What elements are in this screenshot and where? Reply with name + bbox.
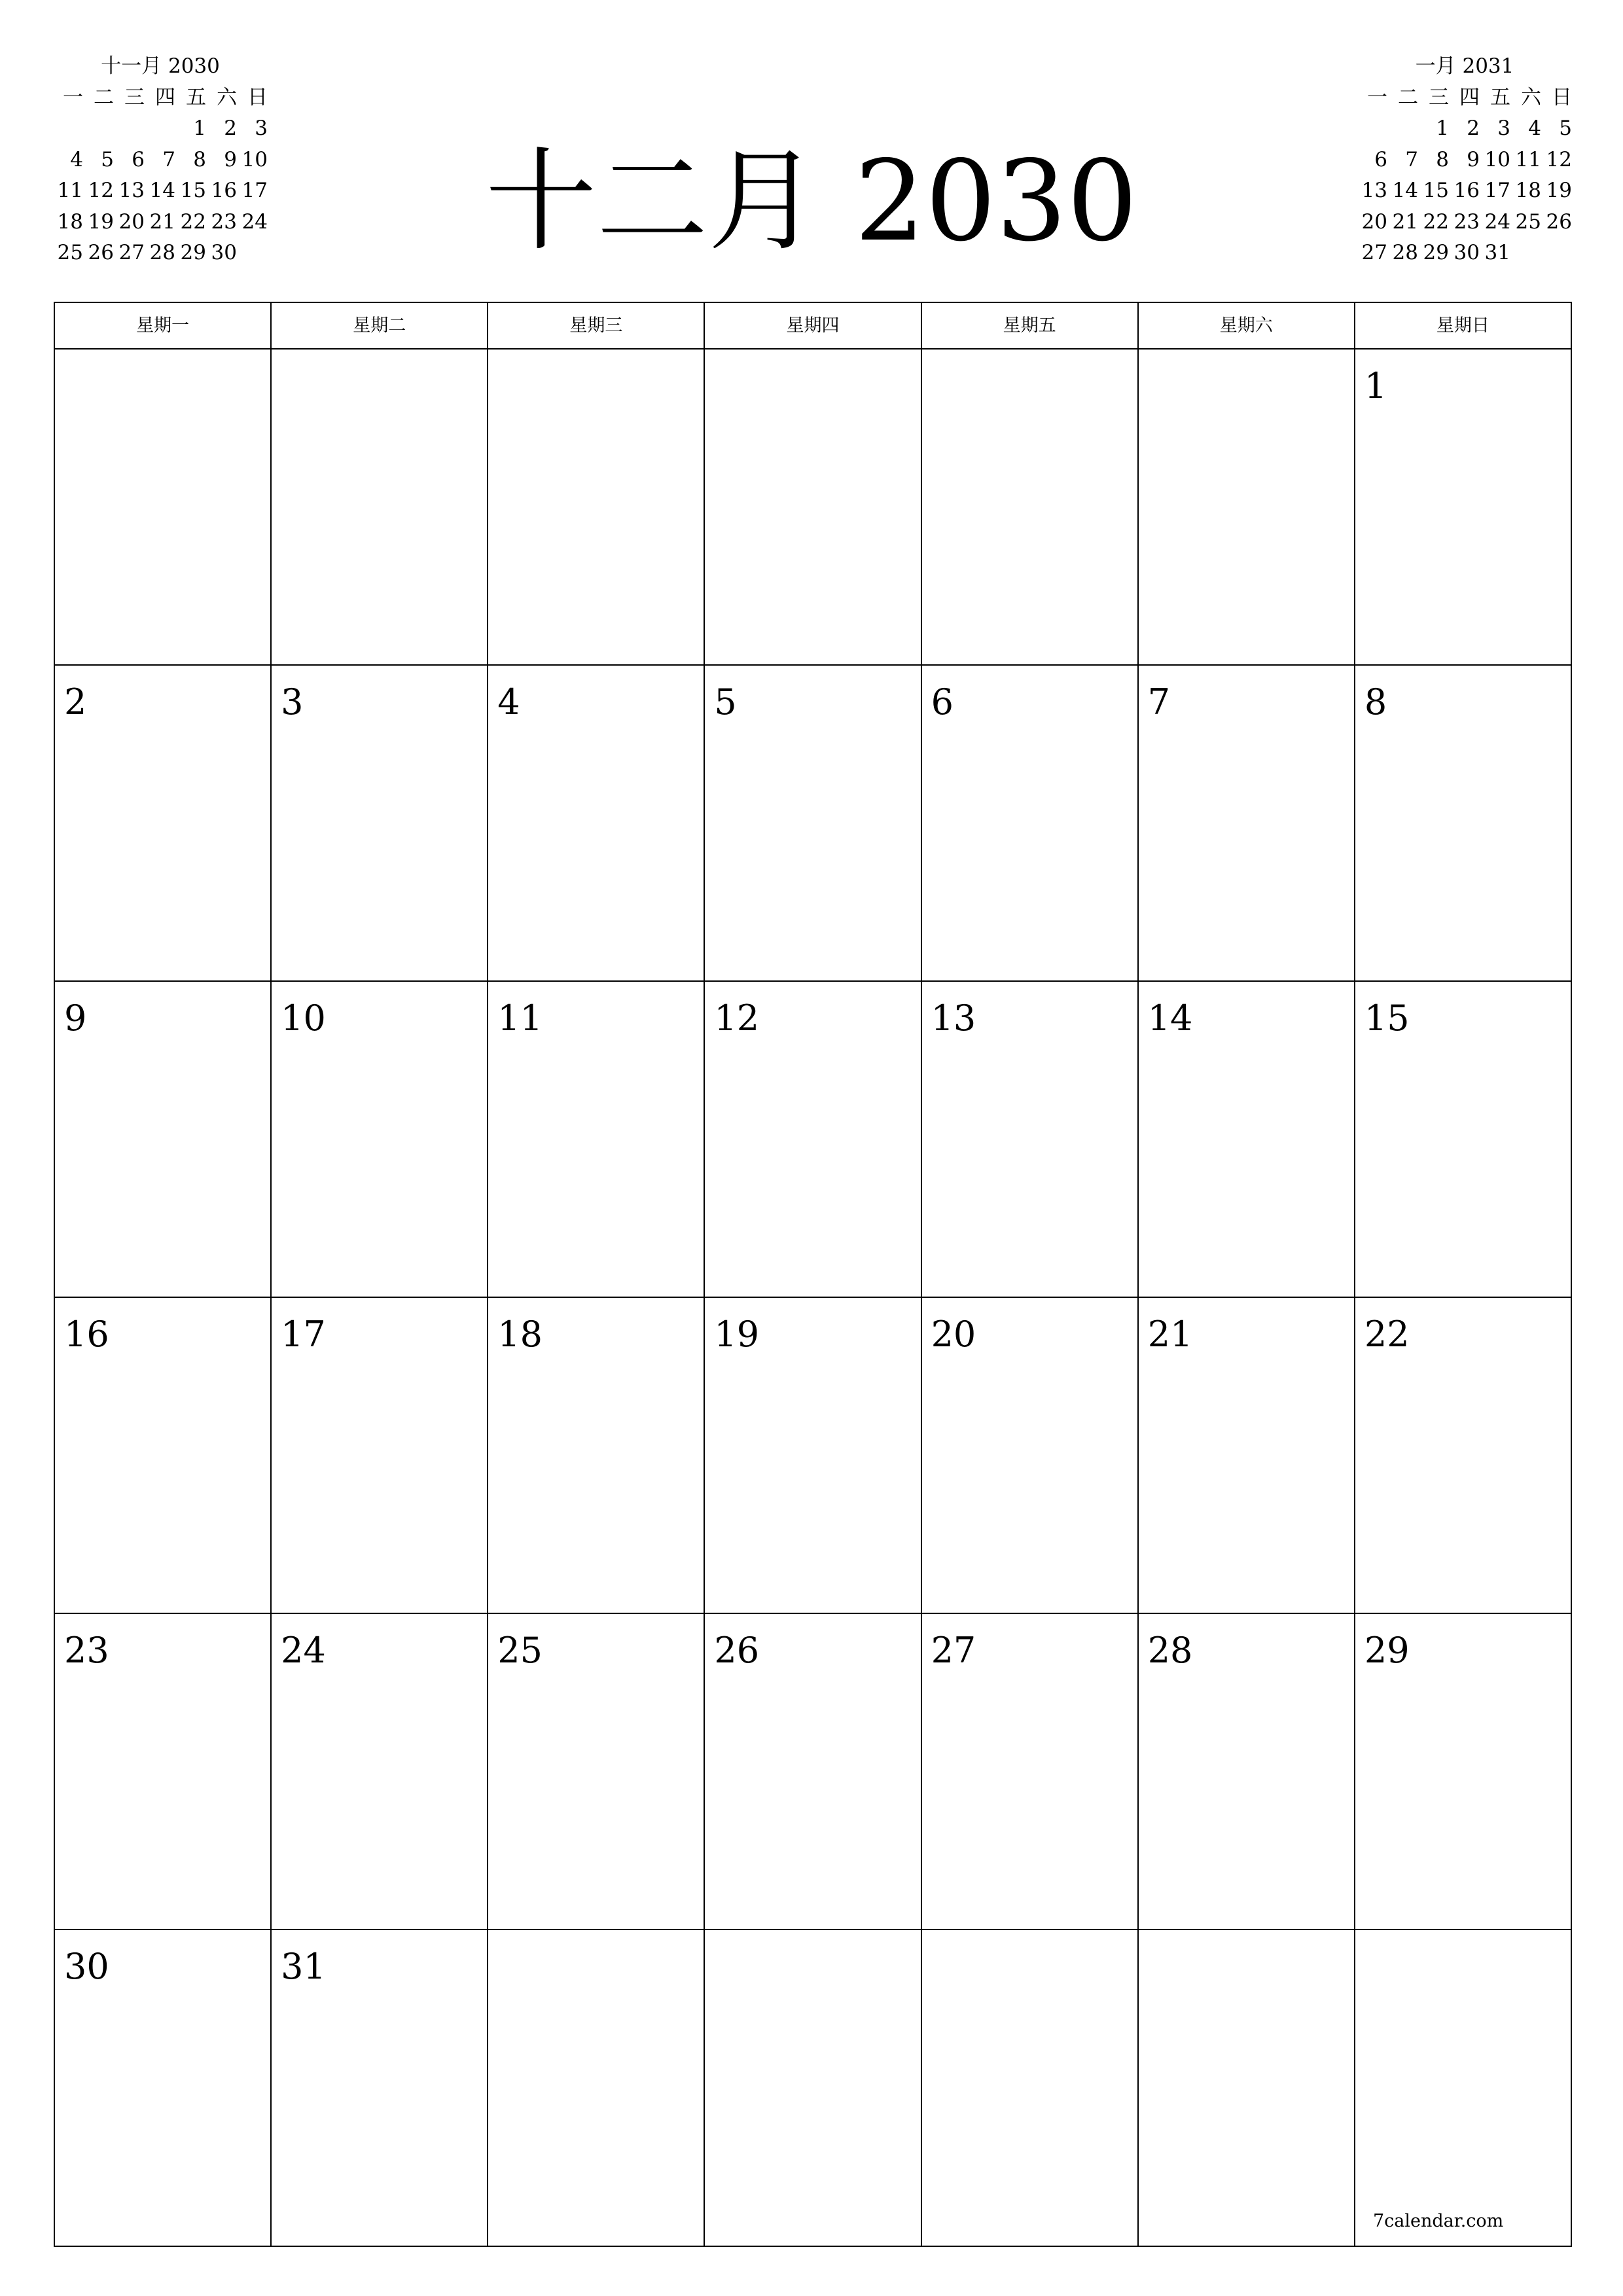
mini-day <box>237 238 268 269</box>
day-number: 30 <box>64 1946 109 1987</box>
day-cell <box>1139 350 1355 664</box>
mini-week-row <box>52 113 268 145</box>
mini-day: 13 <box>1361 179 1387 202</box>
mini-day: 21 <box>149 209 175 234</box>
day-cell <box>1139 982 1355 1297</box>
weekday-header: 星期五 <box>922 303 1139 348</box>
mini-day <box>52 113 83 145</box>
mini-calendar-prev <box>52 51 268 269</box>
day-number: 21 <box>1147 1314 1193 1355</box>
mini-day: 16 <box>211 179 237 202</box>
mini-weekday-label: 二 <box>1398 85 1418 109</box>
mini-day: 16 <box>1454 179 1480 202</box>
mini-day: 6 <box>1374 147 1387 171</box>
day-cell <box>922 1298 1139 1613</box>
mini-day: 26 <box>88 241 114 264</box>
mini-weekday-label: 三 <box>124 85 145 109</box>
mini-day: 27 <box>1361 241 1387 264</box>
mini-day: 10 <box>1484 147 1510 171</box>
mini-weekday-label: 四 <box>1459 85 1480 109</box>
day-number: 5 <box>714 681 737 723</box>
mini-calendar-title: 十一月 2030 <box>101 54 220 78</box>
mini-day: 18 <box>57 209 83 234</box>
week-row <box>55 982 1571 1298</box>
mini-day: 29 <box>180 241 206 264</box>
mini-day: 15 <box>1423 179 1449 202</box>
day-cell <box>488 1298 705 1613</box>
day-cell <box>1139 1298 1355 1613</box>
day-cell <box>272 1930 488 2247</box>
day-cell <box>1355 982 1571 1297</box>
day-cell <box>705 666 921 980</box>
mini-day: 19 <box>88 209 114 234</box>
mini-day: 17 <box>241 179 268 202</box>
day-cell <box>705 1614 921 1929</box>
mini-day: 6 <box>132 147 145 171</box>
weekday-header: 星期四 <box>705 303 921 348</box>
mini-weekday-label: 五 <box>186 85 206 109</box>
day-number: 4 <box>497 681 520 723</box>
day-cell <box>55 982 272 1297</box>
mini-day: 26 <box>1546 209 1572 234</box>
day-cell <box>272 666 488 980</box>
mini-weekday-label: 二 <box>94 85 114 109</box>
weekday-header: 星期六 <box>1139 303 1355 348</box>
mini-day: 7 <box>162 147 175 171</box>
day-number: 6 <box>931 681 954 723</box>
mini-day: 8 <box>193 147 206 171</box>
day-cell <box>1355 666 1571 980</box>
mini-day: 13 <box>118 179 145 202</box>
week-row <box>55 666 1571 982</box>
day-number: 26 <box>714 1630 760 1671</box>
mini-day: 24 <box>241 209 268 234</box>
mini-week-row <box>52 175 268 207</box>
day-number: 17 <box>281 1314 326 1355</box>
day-number: 7 <box>1147 681 1171 723</box>
mini-day: 18 <box>1515 179 1541 202</box>
mini-week-row <box>1357 175 1573 207</box>
day-number: 3 <box>281 681 304 723</box>
day-cell <box>1355 350 1571 664</box>
weekday-header: 星期一 <box>55 303 272 348</box>
week-row <box>55 1930 1571 2247</box>
mini-day <box>83 113 114 145</box>
day-number: 13 <box>931 997 976 1039</box>
mini-day: 5 <box>1559 117 1572 140</box>
footer-credit: 7calendar.com <box>1373 2211 1504 2231</box>
day-cell <box>705 1930 921 2247</box>
mini-week-row <box>1357 145 1573 176</box>
day-number: 20 <box>931 1314 976 1355</box>
mini-day: 20 <box>1361 209 1387 234</box>
mini-weekday-label: 五 <box>1490 85 1510 109</box>
day-number: 22 <box>1364 1314 1410 1355</box>
mini-day: 12 <box>88 179 114 202</box>
day-number: 12 <box>714 997 760 1039</box>
mini-week-row <box>52 207 268 238</box>
mini-day: 17 <box>1484 179 1510 202</box>
mini-day: 11 <box>1515 147 1541 171</box>
mini-week-row <box>1357 207 1573 238</box>
day-number: 11 <box>497 997 543 1039</box>
day-cell <box>705 1298 921 1613</box>
mini-day: 29 <box>1423 241 1449 264</box>
mini-week-row <box>1357 113 1573 145</box>
mini-day: 14 <box>149 179 175 202</box>
mini-day: 24 <box>1484 209 1510 234</box>
mini-day: 12 <box>1546 147 1572 171</box>
day-cell <box>55 1930 272 2247</box>
mini-day: 22 <box>1423 209 1449 234</box>
mini-calendar-title: 一月 2031 <box>1415 54 1514 78</box>
day-number: 18 <box>497 1314 543 1355</box>
weekday-header: 星期二 <box>272 303 488 348</box>
mini-day: 14 <box>1392 179 1418 202</box>
day-cell <box>488 666 705 980</box>
mini-day: 8 <box>1436 147 1449 171</box>
weekday-header: 星期日 <box>1436 315 1489 336</box>
month-grid <box>54 302 1572 2247</box>
mini-day: 2 <box>1467 117 1480 140</box>
mini-day: 25 <box>57 241 83 264</box>
day-cell <box>1355 1930 1571 2247</box>
mini-day: 21 <box>1392 209 1418 234</box>
mini-day: 9 <box>1467 147 1480 171</box>
mini-day <box>145 113 175 145</box>
day-number: 25 <box>497 1630 543 1671</box>
day-number: 24 <box>281 1630 326 1671</box>
page-title: 十二月 2030 <box>485 137 1138 266</box>
day-cell <box>272 350 488 664</box>
mini-day: 30 <box>1454 241 1480 264</box>
mini-day: 22 <box>180 209 206 234</box>
day-number: 27 <box>931 1630 976 1671</box>
mini-day <box>1541 238 1572 269</box>
mini-day <box>1510 238 1541 269</box>
day-number: 31 <box>281 1946 326 1987</box>
day-cell <box>705 350 921 664</box>
mini-day: 25 <box>1515 209 1541 234</box>
day-number: 16 <box>64 1314 109 1355</box>
mini-weekday-label: 六 <box>217 85 237 109</box>
day-cell <box>55 666 272 980</box>
mini-weekday-label: 四 <box>155 85 175 109</box>
mini-day <box>1357 113 1387 145</box>
day-cell <box>1355 1298 1571 1613</box>
day-cell <box>272 982 488 1297</box>
mini-day: 4 <box>70 147 83 171</box>
mini-day: 15 <box>180 179 206 202</box>
weekday-header-row <box>55 303 1571 350</box>
mini-day <box>1387 113 1418 145</box>
mini-day: 30 <box>211 241 237 264</box>
mini-day: 28 <box>1392 241 1418 264</box>
mini-weekday-label: 一 <box>63 85 83 109</box>
mini-day: 20 <box>118 209 145 234</box>
mini-day: 11 <box>57 179 83 202</box>
mini-day: 5 <box>101 147 114 171</box>
day-cell <box>55 350 272 664</box>
mini-day: 3 <box>255 117 268 140</box>
day-cell <box>1139 1614 1355 1929</box>
mini-weekday-row <box>1357 82 1573 114</box>
day-cell <box>55 1614 272 1929</box>
day-number: 14 <box>1147 997 1193 1039</box>
mini-weekday-label: 日 <box>247 85 268 109</box>
day-number: 8 <box>1364 681 1387 723</box>
mini-day <box>114 113 145 145</box>
mini-day: 9 <box>224 147 237 171</box>
day-cell <box>488 1614 705 1929</box>
day-number: 10 <box>281 997 326 1039</box>
mini-day: 19 <box>1546 179 1572 202</box>
day-cell <box>272 1298 488 1613</box>
mini-week-row <box>52 238 268 269</box>
day-cell <box>55 1298 272 1613</box>
day-number: 2 <box>64 681 87 723</box>
day-number: 1 <box>1364 365 1387 406</box>
mini-day: 28 <box>149 241 175 264</box>
weekday-header: 星期三 <box>488 303 705 348</box>
mini-weekday-label: 一 <box>1367 85 1387 109</box>
day-cell <box>922 982 1139 1297</box>
mini-day: 3 <box>1497 117 1510 140</box>
mini-day: 31 <box>1484 241 1510 264</box>
day-cell <box>922 350 1139 664</box>
day-cell <box>488 350 705 664</box>
mini-day: 2 <box>224 117 237 140</box>
day-cell <box>922 1614 1139 1929</box>
mini-day: 23 <box>211 209 237 234</box>
mini-weekday-label: 六 <box>1521 85 1541 109</box>
day-number: 15 <box>1364 997 1410 1039</box>
mini-weekday-row <box>52 82 268 114</box>
week-row <box>55 1298 1571 1614</box>
day-cell <box>488 982 705 1297</box>
day-cell <box>705 982 921 1297</box>
mini-day: 4 <box>1528 117 1541 140</box>
day-cell <box>1355 1614 1571 1929</box>
mini-calendar-next <box>1357 51 1573 269</box>
mini-week-row <box>1357 238 1573 269</box>
day-cell <box>488 1930 705 2247</box>
mini-day: 1 <box>1436 117 1449 140</box>
day-cell <box>1139 666 1355 980</box>
day-cell <box>1139 1930 1355 2247</box>
week-row <box>55 1614 1571 1930</box>
day-number: 23 <box>64 1630 109 1671</box>
mini-day: 27 <box>118 241 145 264</box>
mini-weekday-label: 日 <box>1552 85 1572 109</box>
mini-day: 7 <box>1405 147 1418 171</box>
day-number: 28 <box>1147 1630 1193 1671</box>
mini-day: 10 <box>241 147 268 171</box>
week-row <box>55 350 1571 666</box>
mini-week-row <box>52 145 268 176</box>
day-cell <box>272 1614 488 1929</box>
day-number: 19 <box>714 1314 760 1355</box>
day-number: 29 <box>1364 1630 1410 1671</box>
mini-day: 23 <box>1454 209 1480 234</box>
mini-day: 1 <box>193 117 206 140</box>
day-cell <box>922 666 1139 980</box>
day-number: 9 <box>64 997 87 1039</box>
day-cell <box>922 1930 1139 2247</box>
mini-weekday-label: 三 <box>1429 85 1449 109</box>
